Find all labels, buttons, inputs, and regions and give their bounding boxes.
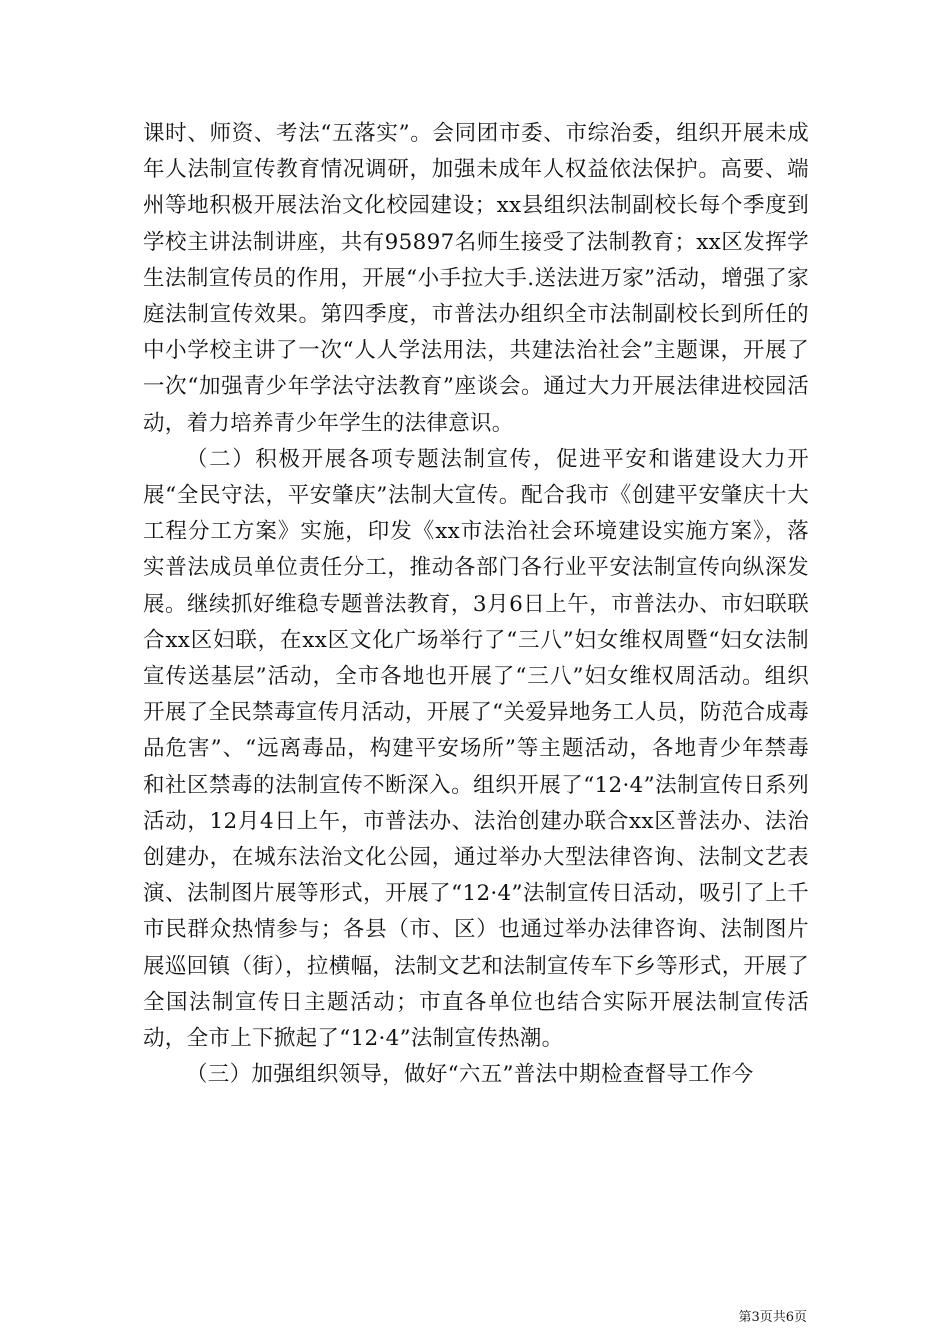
- paragraph-section-three: （三）加强组织领导，做好“六五”普法中期检查督导工作今: [186, 1062, 754, 1088]
- paragraph-section-two: （二）积极开展各项专题法制宣传，促进平安和谐建设大力开展“全民守法，平安肇庆”法制大宣传。配合我市《创建平安肇庆十大工程分工方案》实施，印发《xx市法治社会环境建设实施方案》，落实普法成员单位责任分工，推动各部门各行业平安法制宣传向纵深发展。继续抓好维稳专题普法教育，3月6日上午，市普法办、市妇联联合xx区妇联，在xx区文化广场举行了“三八”妇女维权周暨“妇女法制宣传送基层”活动，全市各地也开展了“三八”妇女维权周活动。组织开展了全民禁毒宣传月活动，开展了“关爱异地务工人员，防范合成毒品危害”、“远离毒品，构建平安场所”等主题活动，各地青少年禁毒和社区禁毒的法制宣传不断深入。组织开展了“12·4”法制宣传日系列活动，12月4日上午，市普法办、法治创建办联合xx区普法办、法治创建办，在城东法治文化公园，通过举办大型法律咨询、法制文艺表演、法制图片展等形式，开展了“12·4”法制宣传日活动，吸引了上千市民群众热情参与；各县（市、区）也通过举办法律咨询、法制图片展巡回镇（街），拉横幅，法制文艺和法制宣传车下乡等形式，开展了全国法制宣传日主题活动；市直各单位也结合实际开展法制宣传活动，全市上下掀起了“12·4”法制宣传热潮。: [143, 446, 809, 1052]
- document-body: [143, 116, 809, 1093]
- paragraph-continuation: 课时、师资、考法“五落实”。会同团市委、市综治委，组织开展未成年人法制宣传教育情况调研，加强未成年人权益依法保护。高要、端州等地积极开展法治文化校园建设；xx县组织法制副校长每个季度到学校主讲法制讲座，共有95897名师生接受了法制教育；xx区发挥学生法制宣传员的作用，开展“小手拉大手.送法进万家”活动，增强了家庭法制宣传效果。第四季度，市普法办组织全市法制副校长到所任的中小学校主讲了一次“人人学法用法，共建法治社会”主题课，开展了一次“加强青少年学法守法教育”座谈会。通过大力开展法律进校园活动，着力培养青少年学生的法律意识。: [143, 121, 809, 436]
- page-number-footer: 第3页共6页: [738, 1310, 807, 1325]
